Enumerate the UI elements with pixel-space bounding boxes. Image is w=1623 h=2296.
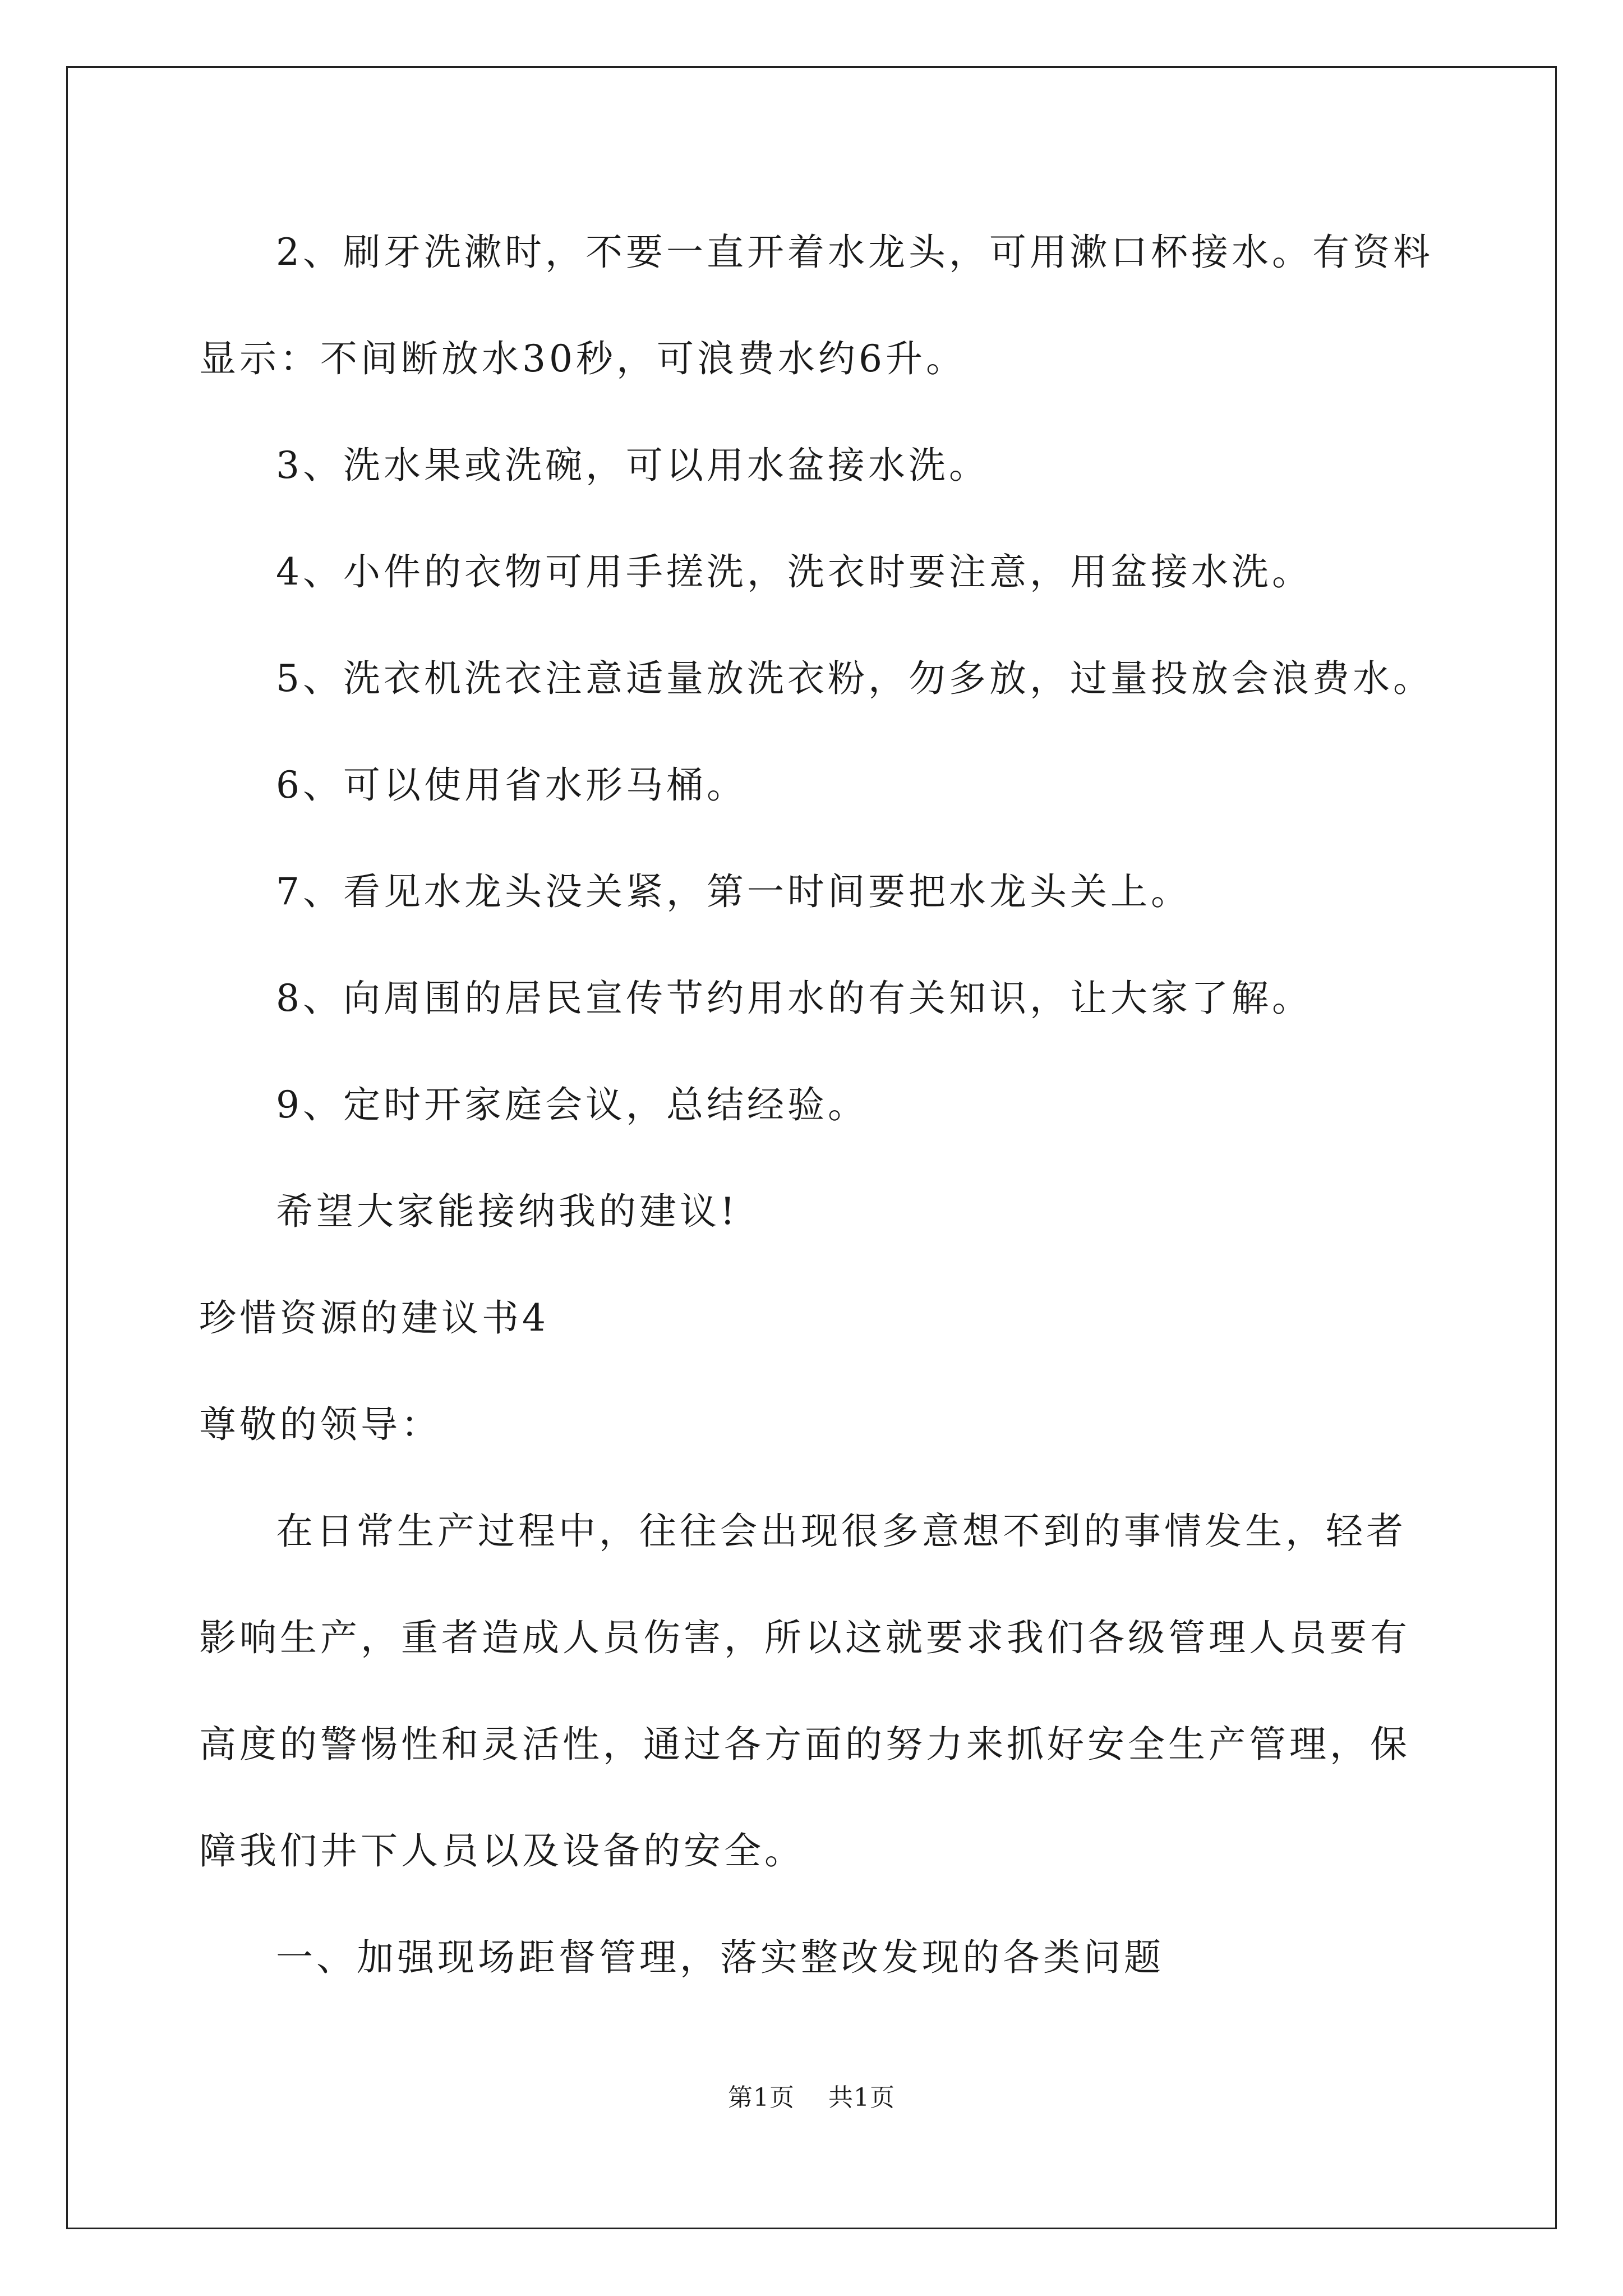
paragraph-line: 9、定时开家庭会议，总结经验。 [276, 1083, 868, 1126]
page-border [66, 66, 1557, 2229]
paragraph-line: 影响生产，重者造成人员伤害，所以这就要求我们各级管理人员要有 [199, 1616, 1410, 1659]
closing-line: 希望大家能接纳我的建议! [276, 1190, 739, 1233]
page-footer: 第1页 共1页 [728, 2083, 895, 2112]
paragraph-line: 高度的警惕性和灵活性，通过各方面的努力来抓好安全生产管理，保 [199, 1723, 1410, 1766]
heading-line: 一、加强现场距督管理，落实整改发现的各类问题 [276, 1936, 1164, 1979]
paragraph-line: 显示：不间断放水30秒，可浪费水约6升。 [199, 337, 966, 380]
paragraph-line: 4、小件的衣物可用手搓洗，洗衣时要注意，用盆接水洗。 [276, 550, 1312, 593]
salutation: 尊敬的领导： [199, 1403, 441, 1446]
paragraph-line: 7、看见水龙头没关紧，第一时间要把水龙头关上。 [276, 870, 1191, 913]
paragraph-line: 5、洗衣机洗衣注意适量放洗衣粉，勿多放，过量投放会浪费水。 [276, 657, 1433, 700]
paragraph-line: 8、向周围的居民宣传节约用水的有关知识，让大家了解。 [276, 977, 1312, 1020]
paragraph-line: 障我们井下人员以及设备的安全。 [199, 1829, 805, 1872]
paragraph-line: 2、刷牙洗漱时，不要一直开着水龙头，可用漱口杯接水。有资料 [276, 231, 1433, 274]
paragraph-line: 3、洗水果或洗碗，可以用水盆接水洗。 [276, 444, 989, 487]
section-title: 珍惜资源的建议书4 [199, 1296, 549, 1340]
paragraph-line: 在日常生产过程中，往往会出现很多意想不到的事情发生，轻者 [276, 1510, 1407, 1553]
paragraph-line: 6、可以使用省水形马桶。 [276, 763, 747, 807]
